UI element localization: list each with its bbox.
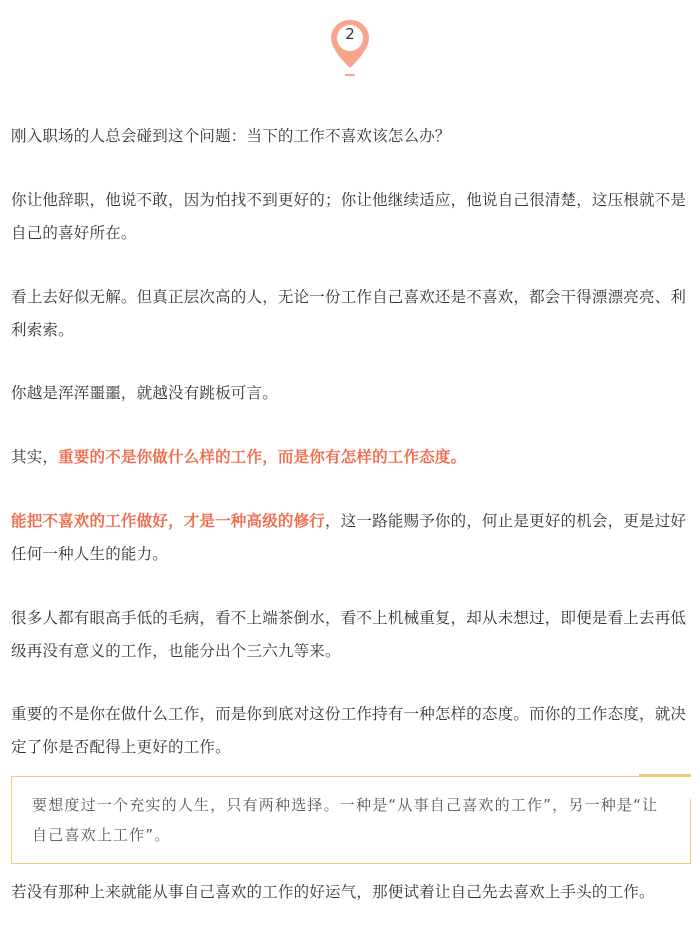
quote-box <box>11 776 691 864</box>
paragraph-7: 很多人都有眼高手低的毛病，看不上端茶倒水，看不上机械重复，却从未想过，即便是看上去再低级再没有意义的工作，也能分出个三六九等来。 <box>11 609 687 660</box>
paragraph-6-tail: ，这一路能赐予你的，何止是更好的机会，更是过好任何一种人生的能力。 <box>11 512 687 563</box>
quote-corner-accent <box>639 774 691 777</box>
paragraph-8: 重要的不是你在做什么工作，而是你到底对这份工作持有一种怎样的态度。而你的工作态度，就决定了你是否配得上更好的工作。 <box>11 705 687 756</box>
quote-corner-cut <box>688 777 691 799</box>
quote-text: 要想度过一个充实的人生，只有两种选择。一种是“从事自己喜欢的工作”，另一种是“让自己喜欢上工作”。 <box>32 796 659 844</box>
section-number: 2 <box>345 25 355 43</box>
paragraph-6 <box>11 505 689 571</box>
paragraph-1: 刚入职场的人总会碰到这个问题：当下的工作不喜欢该怎么办？ <box>11 127 451 145</box>
paragraph-5-highlight: 重要的不是你做什么样的工作，而是你有怎样的工作态度。 <box>58 448 467 466</box>
paragraph-2: 你让他辞职，他说不敢，因为怕找不到更好的；你让他继续适应，他说自己很清楚，这压根就不是自己的喜好所在。 <box>11 191 687 242</box>
paragraph-9: 若没有那种上来就能从事自己喜欢的工作的好运气，那便试着让自己先去喜欢上手头的工作。 <box>11 883 655 901</box>
marker-underline <box>345 74 355 76</box>
paragraph-5-lead: 其实， <box>11 448 59 466</box>
paragraph-4: 你越是浑浑噩噩，就越没有跳板可言。 <box>11 384 278 402</box>
paragraph-3: 看上去好似无解。但真正层次高的人，无论一份工作自己喜欢还是不喜欢，都会干得漂漂亮亮、利利索索。 <box>11 288 687 339</box>
paragraph-6-highlight: 能把不喜欢的工作做好，才是一种高级的修行 <box>11 512 326 530</box>
section-number-marker <box>329 18 371 78</box>
paragraph-5 <box>11 441 689 474</box>
